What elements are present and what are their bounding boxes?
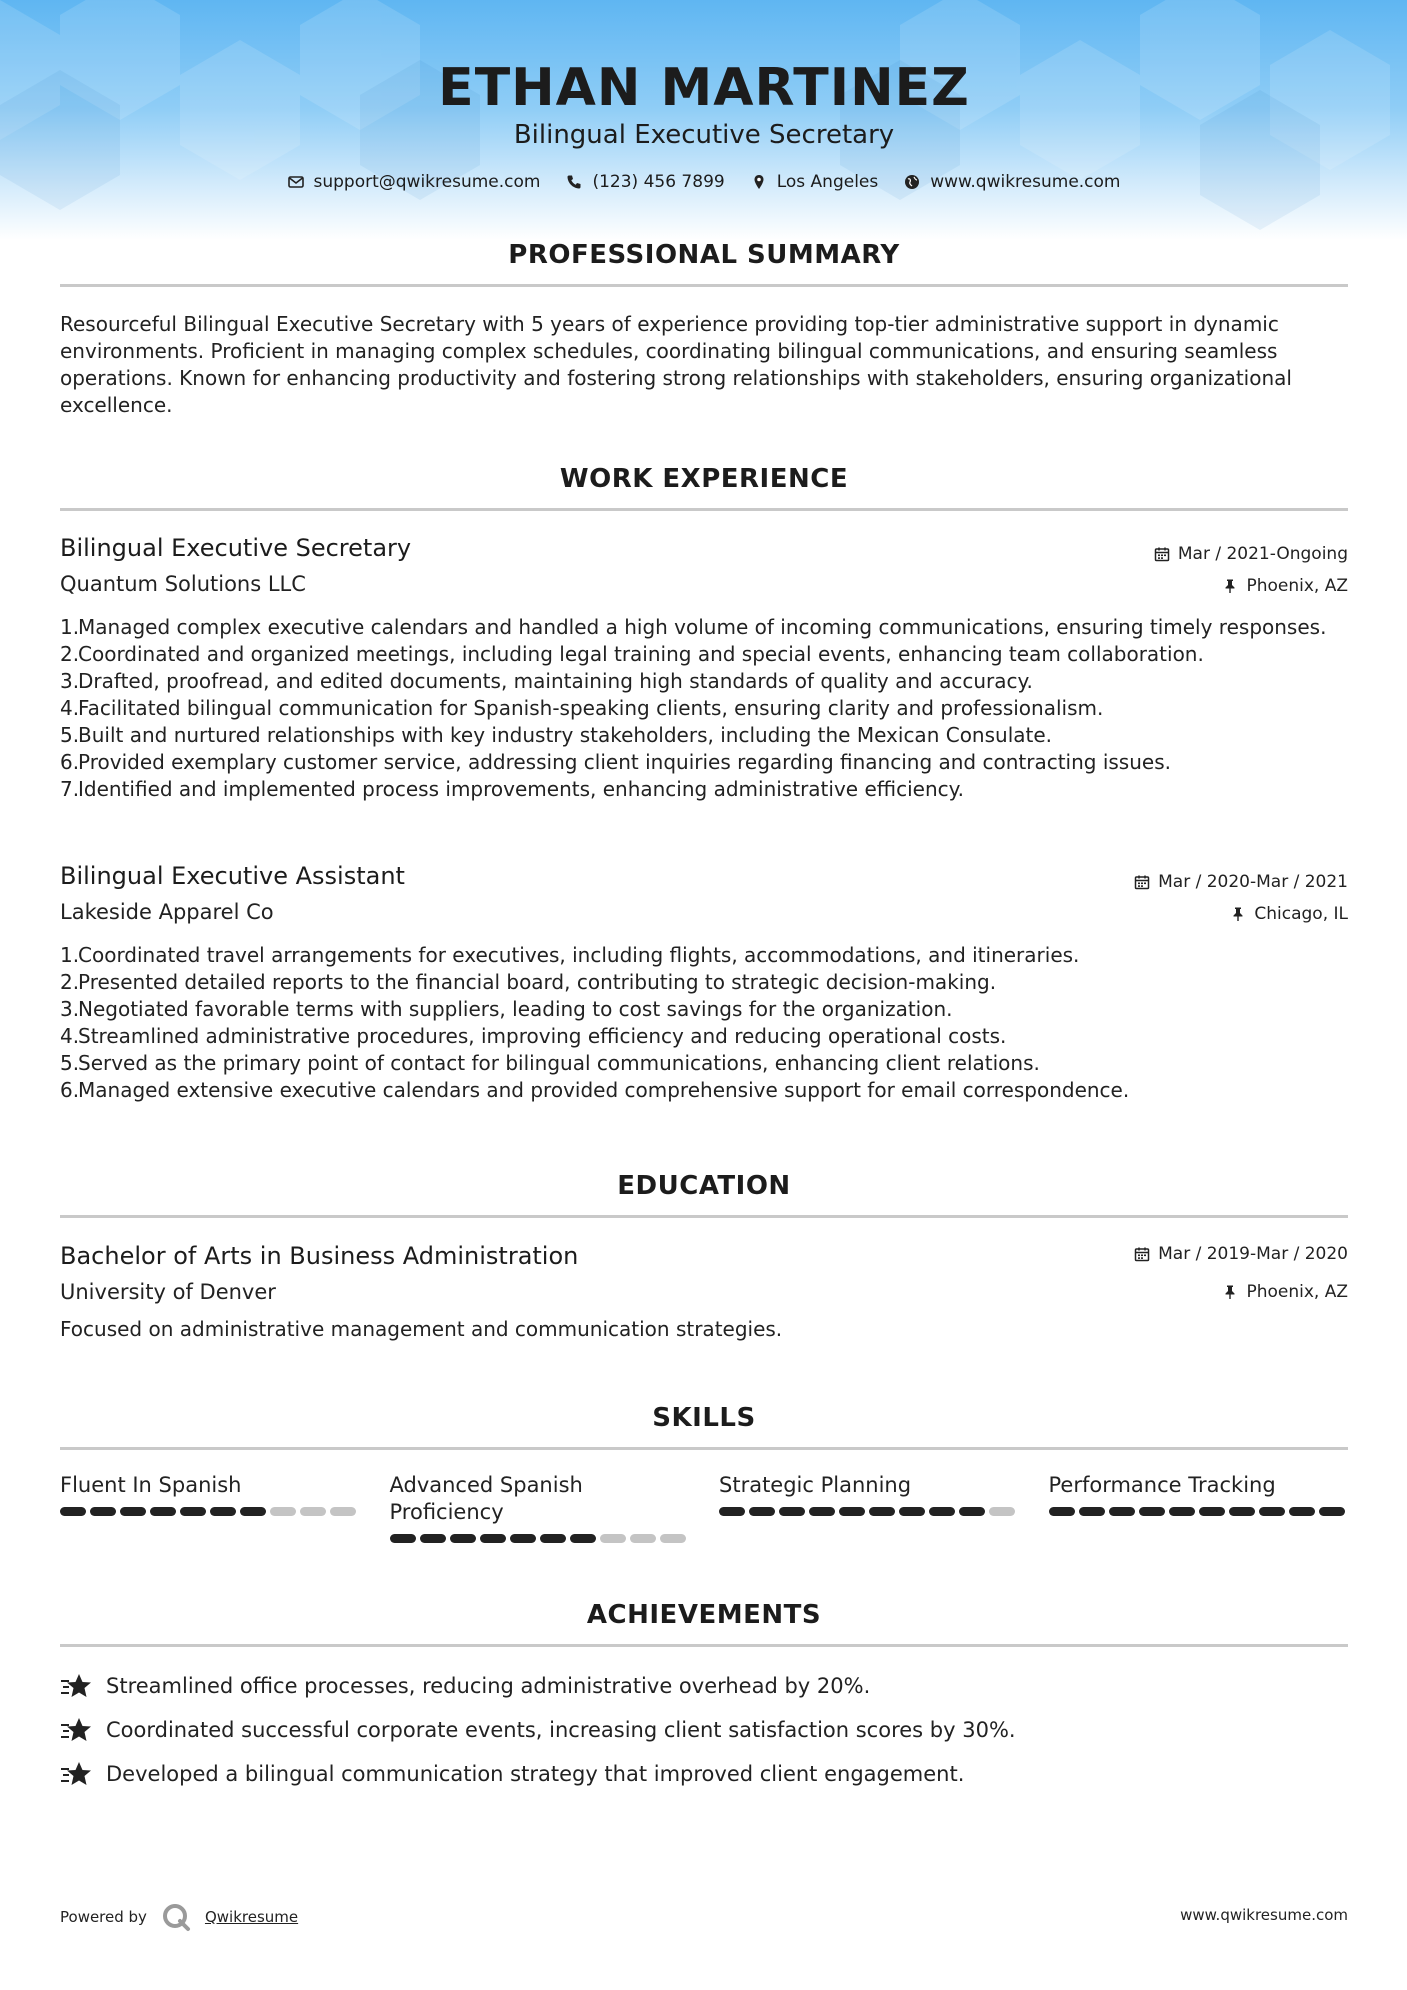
skill-rating-segment <box>1169 1507 1195 1516</box>
education-description: Focused on administrative management and communication strategies. <box>60 1317 783 1341</box>
list-item: 1. Coordinated travel arrangements for executives, including flights, accommodations, and itineraries. <box>60 943 1080 967</box>
list-item: 4. Facilitated bilingual communication for Spanish-speaking clients, ensuring clarity and professionalism. <box>60 696 1104 720</box>
contact-phone[interactable] <box>566 172 724 192</box>
calendar-icon <box>1154 546 1170 562</box>
star-icon <box>60 1716 92 1744</box>
contact-bar <box>60 172 1348 192</box>
skill-rating-segment <box>330 1507 356 1516</box>
school-name: University of Denver <box>60 1280 276 1304</box>
skill-name: Strategic Planning <box>719 1473 912 1497</box>
footer-website[interactable]: www.qwikresume.com <box>1180 1906 1348 1924</box>
skill-rating-segment <box>510 1534 536 1543</box>
skill-name: Fluent In Spanish <box>60 1473 242 1497</box>
job-company-2: Lakeside Apparel Co <box>60 900 274 924</box>
list-item: 7. Identified and implemented process improvements, enhancing administrative efficiency. <box>60 777 964 801</box>
list-item: 2. Presented detailed reports to the financial board, contributing to strategic decision-making. <box>60 970 997 994</box>
education-divider <box>60 1215 1348 1218</box>
list-item: 3. Negotiated favorable terms with suppliers, leading to cost savings for the organization. <box>60 997 953 1021</box>
skill-rating-segment <box>959 1507 985 1516</box>
job-dates-text-1: Mar / 2021-Ongoing <box>1177 544 1348 564</box>
skill-rating-segment <box>929 1507 955 1516</box>
skill-rating-segment <box>1109 1507 1135 1516</box>
skill-rating-segment <box>869 1507 895 1516</box>
achievement-text: Developed a bilingual communication strategy that improved client engagement. <box>106 1762 965 1786</box>
star-icon <box>60 1760 92 1788</box>
education-location-text: Phoenix, AZ <box>1246 1282 1348 1302</box>
achievement-text: Coordinated successful corporate events, increasing client satisfaction scores by 30%. <box>106 1718 1016 1742</box>
skill-rating-segment <box>1139 1507 1165 1516</box>
experience-divider <box>60 508 1348 511</box>
list-item: 4. Streamlined administrative procedures, improving efficiency and reducing operational costs. <box>60 1024 1007 1048</box>
skills-divider <box>60 1447 1348 1450</box>
email-text: support@qwikresume.com <box>313 172 541 192</box>
list-item: 2. Coordinated and organized meetings, including legal training and special events, enhancing team collaboration. <box>60 642 1204 666</box>
achievement-text: Streamlined office processes, reducing administrative overhead by 20%. <box>106 1674 871 1698</box>
job-location-2 <box>1230 904 1348 924</box>
star-icon <box>60 1672 92 1700</box>
skill-name: Advanced Spanish Proficiency <box>389 1473 583 1524</box>
skill-rating <box>390 1534 690 1543</box>
skill-rating-segment <box>749 1507 775 1516</box>
skills-grid <box>60 1472 1348 1543</box>
education-location <box>1222 1282 1348 1302</box>
list-item: 3. Drafted, proofread, and edited documents, maintaining high standards of quality and accuracy. <box>60 669 1033 693</box>
skill-rating-segment <box>719 1507 745 1516</box>
skill-rating-segment <box>630 1534 656 1543</box>
skill-name: Performance Tracking <box>1048 1473 1276 1497</box>
skill-rating-segment <box>540 1534 566 1543</box>
skill-rating-segment <box>240 1507 266 1516</box>
skill-item <box>1049 1472 1349 1543</box>
pushpin-icon <box>1230 906 1246 922</box>
achievement-item <box>60 1716 1016 1744</box>
job-bullets-2 <box>60 942 1348 1104</box>
skills-heading: SKILLS <box>652 1403 756 1433</box>
skill-rating-segment <box>989 1507 1015 1516</box>
map-pin-icon <box>751 174 767 190</box>
phone-icon <box>566 174 582 190</box>
skill-rating-segment <box>809 1507 835 1516</box>
skill-rating-segment <box>120 1507 146 1516</box>
list-item: 5. Built and nurtured relationships with key industry stakeholders, including the Mexican Consulate. <box>60 723 1053 747</box>
powered-by-label: Powered by <box>60 1908 147 1926</box>
skill-rating-segment <box>600 1534 626 1543</box>
skill-rating <box>60 1507 360 1516</box>
achievements-heading: ACHIEVEMENTS <box>586 1600 822 1630</box>
skill-rating-segment <box>60 1507 86 1516</box>
skill-rating-segment <box>90 1507 116 1516</box>
skill-rating <box>719 1507 1019 1516</box>
skill-rating-segment <box>420 1534 446 1543</box>
skill-rating-segment <box>210 1507 236 1516</box>
pushpin-icon <box>1222 1284 1238 1300</box>
skill-rating-segment <box>1049 1507 1075 1516</box>
skill-rating-segment <box>660 1534 686 1543</box>
envelope-icon <box>288 174 304 190</box>
summary-heading: PROFESSIONAL SUMMARY <box>508 240 900 270</box>
list-item: 5. Served as the primary point of contact for bilingual communications, enhancing client relations. <box>60 1051 1040 1075</box>
pushpin-icon <box>1222 578 1238 594</box>
job-title-1: Bilingual Executive Secretary <box>60 534 412 562</box>
job-dates-2 <box>1134 872 1348 892</box>
website-text: www.qwikresume.com <box>930 172 1121 192</box>
achievement-item <box>60 1760 964 1788</box>
skill-rating-segment <box>899 1507 925 1516</box>
skill-rating-segment <box>1289 1507 1315 1516</box>
skill-rating-segment <box>1199 1507 1225 1516</box>
summary-divider <box>60 284 1348 287</box>
job-dates-1 <box>1154 544 1348 564</box>
education-dates-text: Mar / 2019-Mar / 2020 <box>1158 1244 1348 1264</box>
skill-rating-segment <box>270 1507 296 1516</box>
brand-link[interactable]: Qwikresume <box>204 1908 299 1926</box>
skill-rating-segment <box>390 1534 416 1543</box>
contact-website[interactable] <box>904 172 1120 192</box>
job-location-1 <box>1222 576 1348 596</box>
skill-rating-segment <box>839 1507 865 1516</box>
location-text: Los Angeles <box>776 172 879 192</box>
skill-rating-segment <box>1229 1507 1255 1516</box>
skill-rating-segment <box>1319 1507 1345 1516</box>
achievement-item <box>60 1672 870 1700</box>
skill-item <box>60 1472 360 1543</box>
candidate-name: ETHAN MARTINEZ <box>438 58 970 118</box>
skill-rating-segment <box>150 1507 176 1516</box>
achievements-divider <box>60 1644 1348 1647</box>
skill-item <box>390 1472 690 1543</box>
calendar-icon <box>1134 874 1150 890</box>
education-dates <box>1134 1244 1348 1264</box>
skill-rating-segment <box>180 1507 206 1516</box>
contact-location <box>751 172 879 192</box>
job-company-1: Quantum Solutions LLC <box>60 572 306 596</box>
qwikresume-logo-icon <box>161 1902 191 1932</box>
job-dates-text-2: Mar / 2020-Mar / 2021 <box>1158 872 1348 892</box>
phone-text: (123) 456 7899 <box>592 172 725 192</box>
skill-item <box>719 1472 1019 1543</box>
skill-rating-segment <box>779 1507 805 1516</box>
skill-rating-segment <box>1079 1507 1105 1516</box>
summary-text: Resourceful Bilingual Executive Secretary with 5 years of experience providing top-tier administrative support in dynamic environments. Proficient in managing complex schedules, coordinating bilingual communications, and ensuring seamless operations. Known for enhancing productivity and fostering strong relationships with stakeholders, ensuring organizational excellence. <box>60 312 1292 417</box>
degree-title: Bachelor of Arts in Business Administration <box>60 1242 579 1270</box>
skill-rating-segment <box>480 1534 506 1543</box>
job-bullets-1 <box>60 614 1348 803</box>
list-item: 6. Provided exemplary customer service, addressing client inquiries regarding financing and contracting issues. <box>60 750 1171 774</box>
education-heading: EDUCATION <box>617 1171 791 1201</box>
experience-heading: WORK EXPERIENCE <box>559 464 849 494</box>
skill-rating-segment <box>1259 1507 1285 1516</box>
skill-rating <box>1049 1507 1349 1516</box>
skill-rating-segment <box>450 1534 476 1543</box>
candidate-title: Bilingual Executive Secretary <box>513 120 895 150</box>
job-title-2: Bilingual Executive Assistant <box>60 862 405 890</box>
job-location-text-2: Chicago, IL <box>1254 904 1348 924</box>
globe-icon <box>904 174 920 190</box>
calendar-icon <box>1134 1246 1150 1262</box>
skill-rating-segment <box>570 1534 596 1543</box>
list-item: 1. Managed complex executive calendars and handled a high volume of incoming communications, ensuring timely responses. <box>60 615 1327 639</box>
job-location-text-1: Phoenix, AZ <box>1246 576 1348 596</box>
contact-email[interactable] <box>288 172 541 192</box>
footer-powered-by <box>60 1902 298 1932</box>
list-item: 6. Managed extensive executive calendars and provided comprehensive support for email correspondence. <box>60 1078 1130 1102</box>
skill-rating-segment <box>300 1507 326 1516</box>
